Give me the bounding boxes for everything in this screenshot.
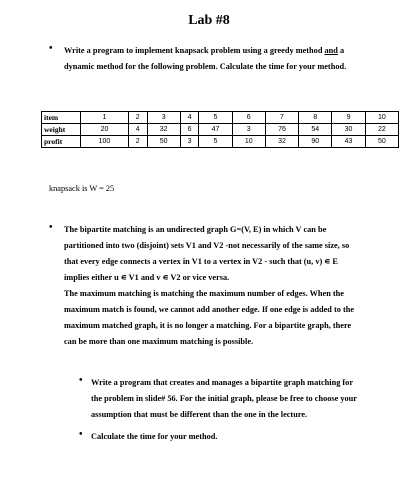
table-cell: 32 xyxy=(265,136,298,148)
task-bipartite-line: maximum match is found, we cannot add another edge. If one edge is added to the xyxy=(64,305,355,314)
task-knapsack xyxy=(49,43,409,75)
table-cell: 22 xyxy=(365,124,398,136)
row-header: item xyxy=(42,112,81,124)
table-cell: 32 xyxy=(147,124,180,136)
table-cell: 8 xyxy=(299,112,332,124)
bullet-icon: • xyxy=(79,429,83,440)
subtask-program-line: Write a program that creates and manages a bipartite graph matching for xyxy=(91,378,354,387)
table-cell: 4 xyxy=(128,124,147,136)
table-cell: 50 xyxy=(147,136,180,148)
table-cell: 3 xyxy=(147,112,180,124)
table-cell: 9 xyxy=(332,112,365,124)
table-cell: 7 xyxy=(265,112,298,124)
task-bipartite-line: maximum matched graph, it is no longer a matching. For a bipartite graph, there xyxy=(64,321,352,330)
table-row xyxy=(42,112,399,124)
task-bipartite-line: implies either u ∊ V1 and v ∊ V2 or vice versa. xyxy=(64,273,230,282)
bullet-icon: • xyxy=(79,375,83,386)
task-knapsack-line-1: Write a program to implement knapsack problem using a greedy method and a xyxy=(64,46,345,55)
table-cell: 4 xyxy=(180,112,199,124)
task-bipartite-line: that every edge connects a vertex in V1 to a vertex in V2 - such that (u, v) ∊ E xyxy=(64,257,338,266)
table-cell: 3 xyxy=(180,136,199,148)
task-bipartite-line: can be more than one maximum matching is possible. xyxy=(64,337,254,346)
task-bipartite-line: The bipartite matching is an undirected graph G=(V, E) in which V can be xyxy=(64,225,327,234)
table-cell: 100 xyxy=(81,136,129,148)
bullet-icon: • xyxy=(49,43,53,54)
table-cell: 90 xyxy=(299,136,332,148)
table-cell: 6 xyxy=(180,124,199,136)
table-cell: 5 xyxy=(199,112,232,124)
task-bipartite-line: The maximum matching is matching the maximum number of edges. When the xyxy=(64,289,344,298)
table-cell: 10 xyxy=(232,136,265,148)
table-cell: 3 xyxy=(232,124,265,136)
bullet-icon: • xyxy=(49,222,53,233)
table-cell: 30 xyxy=(332,124,365,136)
row-header: profit xyxy=(42,136,81,148)
row-header: weight xyxy=(42,124,81,136)
subtask-time xyxy=(79,429,409,445)
table-cell: 50 xyxy=(365,136,398,148)
subtask-time-line: Calculate the time for your method. xyxy=(91,432,218,441)
table-cell: 2 xyxy=(128,112,147,124)
table-cell: 2 xyxy=(128,136,147,148)
task-bipartite-line: partitioned into two (disjoint) sets V1 and V2 -not necessarily of the same size, so xyxy=(64,241,350,250)
task-knapsack-line-2: dynamic method for the following problem. Calculate the time for your method. xyxy=(64,62,347,71)
table-row xyxy=(42,124,399,136)
table-cell: 43 xyxy=(332,136,365,148)
subtask-program-line: the problem in slide# 56. For the initial graph, please be free to choose your xyxy=(91,394,357,403)
table-cell: 20 xyxy=(81,124,129,136)
subtask-program xyxy=(79,375,409,423)
table-row xyxy=(42,136,399,148)
knapsack-capacity: knapsack is W = 25 xyxy=(49,184,115,193)
table-cell: 54 xyxy=(299,124,332,136)
table-cell: 6 xyxy=(232,112,265,124)
task-bipartite xyxy=(49,222,409,350)
table-cell: 1 xyxy=(81,112,129,124)
table-cell: 5 xyxy=(199,136,232,148)
table-cell: 76 xyxy=(265,124,298,136)
table-cell: 10 xyxy=(365,112,398,124)
page-title: Lab #8 xyxy=(188,13,230,28)
knapsack-table xyxy=(41,111,399,148)
subtask-program-line: assumption that must be different than the one in the lecture. xyxy=(91,410,308,419)
table-cell: 47 xyxy=(199,124,232,136)
